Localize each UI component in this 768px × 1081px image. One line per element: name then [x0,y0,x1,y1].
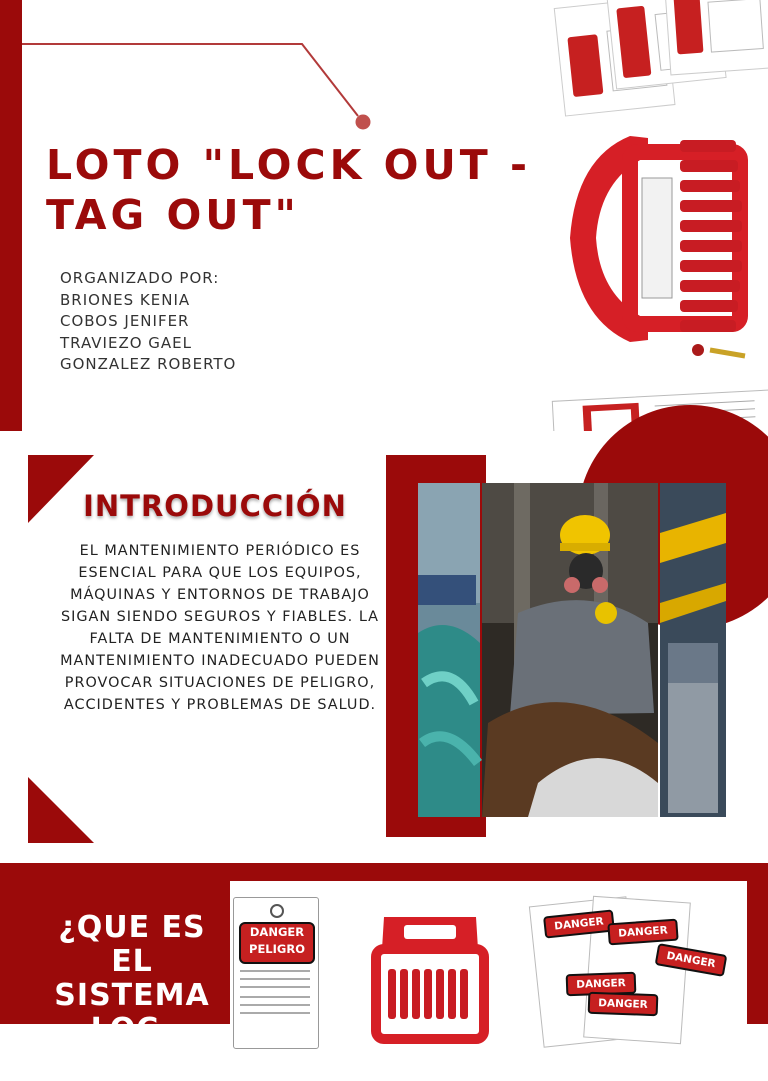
danger-label: DANGER [607,919,678,946]
worker-collage-photo [418,483,726,817]
lockout-station-photo [560,118,768,372]
danger-peligro-tag [233,897,319,1049]
danger-label: DANGER [543,909,615,938]
lockout-station-small-photo [370,909,490,1041]
author-name: TRAVIEZO GAEL [60,333,193,352]
danger-label: DANGER [655,943,728,977]
section-title: INTRODUCCIÓN [83,489,347,523]
danger-label: DANGER [566,972,637,996]
loto-equipment-photo [230,881,747,1041]
intro-paragraph: EL MANTENIMIENTO PERIÓDICO ES ESENCIAL PARA QUE LOS EQUIPOS, MÁQUINAS Y ENTORNOS DE TRABAJO SIGAN SIENDO SEGUROS Y FIABLES. LA FALTA DE MANTENIMIENTO O UN MANTENIMIENTO INADECUADO PUEDEN PROVOCAR SITUACIONES DE PELIGRO, ACCIDENTES Y PROBLEMAS DE SALUD. [60,543,380,713]
document-title: LOTO "LOCK OUT - TAG OUT" [46,141,532,239]
danger-tags-photo [540,0,768,116]
danger-peligro-label: DANGER PELIGRO [239,922,315,964]
author-name: COBOS JENIFER [60,312,190,330]
authors-block [60,268,236,376]
author-name: GONZALEZ ROBERTO [60,355,237,373]
author-name: BRIONES KENIA [60,290,191,309]
what-is-loto-page [0,863,768,1081]
danger-tags-stack-photo [536,891,726,1041]
section-title: ¿QUE ES EL SISTEMA LOC-OUT/TAG [54,910,210,1081]
cover-page [0,0,768,431]
danger-label: DANGER [588,992,659,1016]
introduction-page [0,431,768,863]
organized-by-label: ORGANIZADO POR: [60,269,220,287]
